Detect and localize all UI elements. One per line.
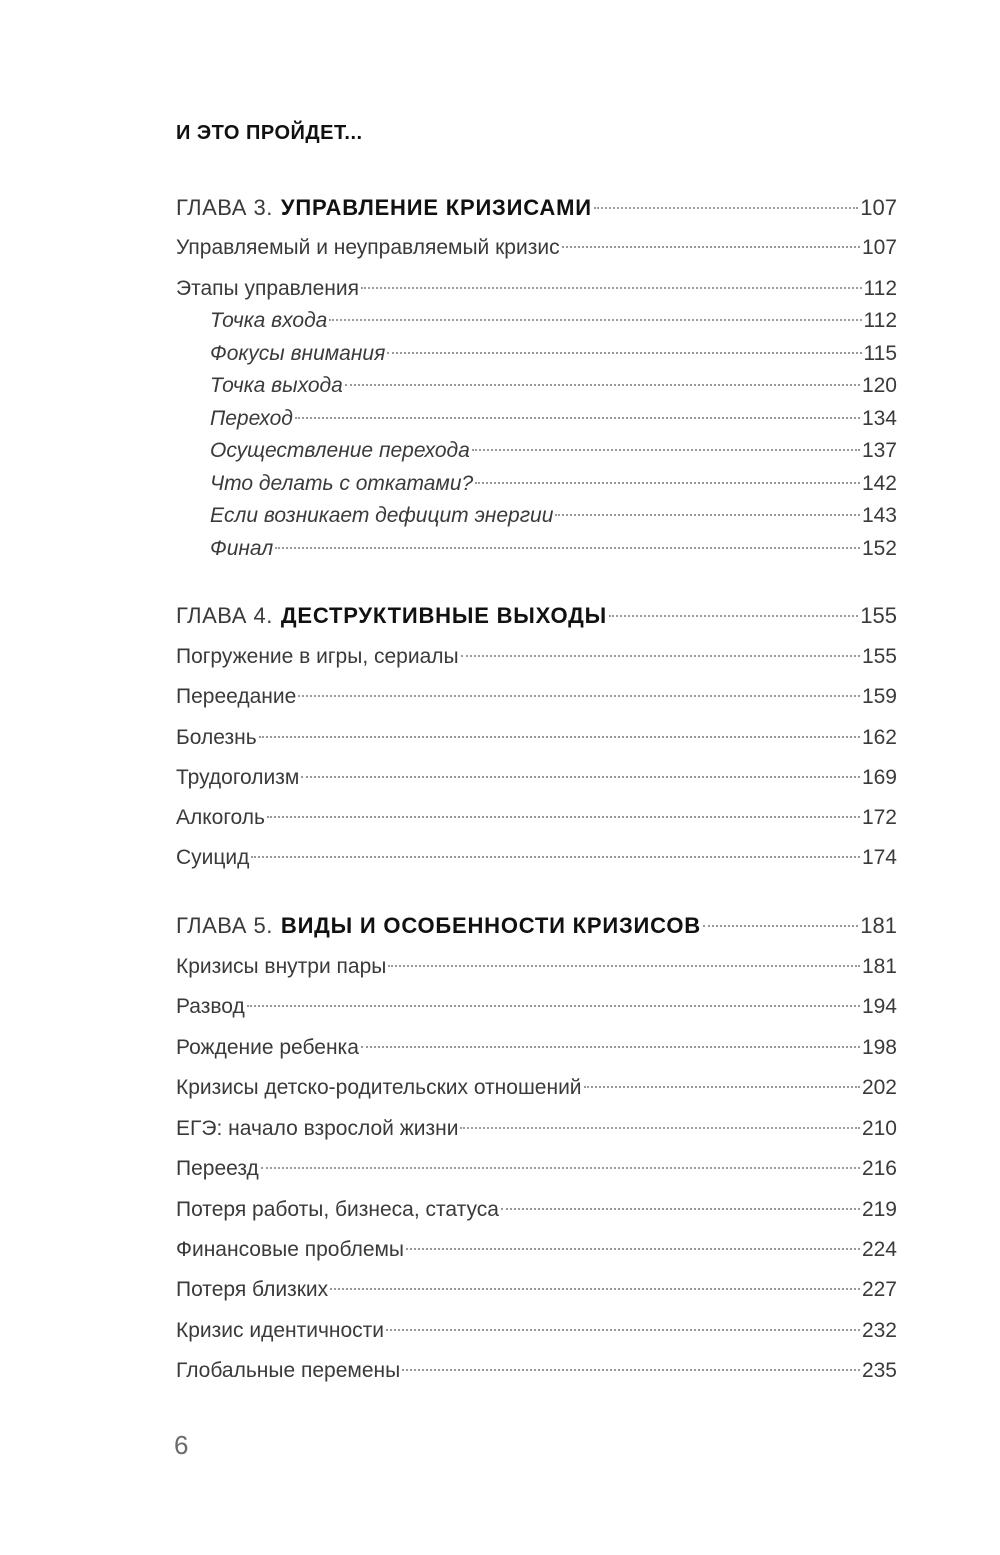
chapter-label: ГЛАВА 3. <box>176 195 273 220</box>
toc-entry[interactable] <box>176 640 897 674</box>
dot-leader <box>330 1288 860 1290</box>
toc-entry[interactable] <box>176 1112 897 1146</box>
page-number: 210 <box>861 1117 897 1140</box>
dot-leader <box>295 417 860 419</box>
page-folio: 6 <box>174 1430 189 1460</box>
dot-leader <box>584 1086 860 1088</box>
toc-subentry[interactable] <box>176 434 897 468</box>
toc-entry[interactable] <box>176 990 897 1024</box>
toc-subentry[interactable] <box>176 467 897 501</box>
toc-entry[interactable] <box>176 1233 897 1267</box>
dot-leader <box>361 1046 860 1048</box>
entry-title: Суицид <box>176 846 250 869</box>
page-number: 115 <box>863 342 897 365</box>
dot-leader <box>247 1005 860 1007</box>
page-number: 107 <box>860 195 897 220</box>
toc-entry[interactable] <box>176 1354 897 1388</box>
dot-leader <box>387 352 861 354</box>
page-number: 162 <box>861 726 897 749</box>
dot-leader <box>472 449 860 451</box>
dot-leader <box>301 776 860 778</box>
page-number: 174 <box>861 846 897 869</box>
page-number: 219 <box>861 1198 897 1221</box>
page-number: 169 <box>861 766 897 789</box>
toc-entry[interactable] <box>176 231 897 265</box>
entry-title: Если возникает дефицит энергии <box>210 504 554 527</box>
dot-leader <box>386 1329 860 1331</box>
toc-entry[interactable] <box>176 761 897 795</box>
entry-title: Финансовые проблемы <box>176 1238 405 1261</box>
toc-entry[interactable] <box>176 801 897 835</box>
page-number: 172 <box>861 806 897 829</box>
page-number: 232 <box>861 1319 897 1342</box>
chapter-heading[interactable] <box>176 191 897 225</box>
page-number: 152 <box>861 537 897 560</box>
toc-subentry[interactable] <box>176 304 897 338</box>
dot-leader <box>345 384 860 386</box>
dot-leader <box>594 207 858 209</box>
page-number: 155 <box>860 603 897 628</box>
toc-entry[interactable] <box>176 1273 897 1307</box>
entry-title: Фокусы внимания <box>210 342 386 365</box>
dot-leader <box>298 695 860 697</box>
entry-title: Переедание <box>176 685 297 708</box>
toc-entry[interactable] <box>176 1031 897 1065</box>
entry-title: Алкоголь <box>176 806 265 829</box>
entry-title: Что делать с откатами? <box>210 472 474 495</box>
entry-title: Глобальные перемены <box>176 1359 401 1382</box>
toc-entry[interactable] <box>176 721 897 755</box>
toc-entry[interactable] <box>176 1152 897 1186</box>
page-number: 181 <box>860 913 897 938</box>
entry-title: Погружение в игры, сериалы <box>176 645 459 668</box>
page-number: 112 <box>863 309 897 332</box>
entry-title: ЕГЭ: начало взрослой жизни <box>176 1117 459 1140</box>
entry-title: Развод <box>176 995 245 1018</box>
entry-title: Финал <box>210 537 274 560</box>
entry-title: Рождение ребенка <box>176 1036 359 1059</box>
dot-leader <box>275 547 860 549</box>
page-number: 194 <box>861 995 897 1018</box>
toc-entry[interactable] <box>176 1071 897 1105</box>
toc-subentry[interactable] <box>176 402 897 436</box>
toc-entry[interactable] <box>176 1314 897 1348</box>
entry-title: Переезд <box>176 1157 259 1180</box>
chapter-heading[interactable] <box>176 599 897 633</box>
toc-subentry[interactable] <box>176 532 897 566</box>
dot-leader <box>475 482 860 484</box>
chapter-title: ВИДЫ И ОСОБЕННОСТИ КРИЗИСОВ <box>280 913 701 938</box>
dot-leader <box>501 1208 860 1210</box>
entry-title: Управляемый и неуправляемый кризис <box>176 236 560 259</box>
page-number: 159 <box>861 685 897 708</box>
page-number: 107 <box>861 236 897 259</box>
chapter-label: ГЛАВА 4. <box>176 603 273 628</box>
page-number: 235 <box>861 1359 897 1382</box>
dot-leader <box>562 246 860 248</box>
dot-leader <box>406 1248 860 1250</box>
dot-leader <box>261 1167 860 1169</box>
dot-leader <box>461 655 860 657</box>
page-number: 120 <box>861 374 897 397</box>
dot-leader <box>267 816 860 818</box>
dot-leader <box>388 965 860 967</box>
toc-entry[interactable] <box>176 950 897 984</box>
toc-entry[interactable] <box>176 841 897 875</box>
dot-leader <box>251 856 860 858</box>
chapter-heading[interactable] <box>176 909 897 943</box>
dot-leader <box>402 1369 860 1371</box>
page-number: 181 <box>861 955 897 978</box>
dot-leader <box>361 287 862 289</box>
entry-title: Потеря работы, бизнеса, статуса <box>176 1198 499 1221</box>
page-number: 142 <box>861 472 897 495</box>
chapter-label: ГЛАВА 5. <box>176 913 273 938</box>
dot-leader <box>329 319 861 321</box>
entry-title: Этапы управления <box>176 277 359 300</box>
entry-title: Потеря близких <box>176 1278 329 1301</box>
page-number: 155 <box>861 645 897 668</box>
page-number: 134 <box>861 407 897 430</box>
entry-title: Кризис идентичности <box>176 1319 385 1342</box>
entry-title: Трудоголизм <box>176 766 300 789</box>
page-number: 143 <box>861 504 897 527</box>
toc-entry[interactable] <box>176 680 897 714</box>
toc-entry[interactable] <box>176 272 897 306</box>
running-head: И ЭТО ПРОЙДЕТ... <box>176 122 363 144</box>
page-number: 112 <box>863 277 897 300</box>
page-number: 137 <box>861 439 897 462</box>
page-number: 202 <box>861 1076 897 1099</box>
entry-title: Переход <box>210 407 293 430</box>
entry-title: Точка входа <box>210 309 328 332</box>
page-number: 198 <box>861 1036 897 1059</box>
toc-subentry[interactable] <box>176 337 897 371</box>
dot-leader <box>703 925 858 927</box>
dot-leader <box>609 615 858 617</box>
entry-title: Кризисы детско-родительских отношений <box>176 1076 582 1099</box>
toc-subentry[interactable] <box>176 369 897 403</box>
page-number: 224 <box>861 1238 897 1261</box>
chapter-title: УПРАВЛЕНИЕ КРИЗИСАМИ <box>280 195 592 220</box>
toc-subentry[interactable] <box>176 499 897 533</box>
chapter-title: ДЕСТРУКТИВНЫЕ ВЫХОДЫ <box>280 603 607 628</box>
page-number: 216 <box>861 1157 897 1180</box>
entry-title: Точка выхода <box>210 374 343 397</box>
toc-entry[interactable] <box>176 1193 897 1227</box>
entry-title: Болезнь <box>176 726 257 749</box>
dot-leader <box>259 736 860 738</box>
entry-title: Кризисы внутри пары <box>176 955 387 978</box>
dot-leader <box>555 514 860 516</box>
page-number: 227 <box>861 1278 897 1301</box>
entry-title: Осуществление перехода <box>210 439 470 462</box>
dot-leader <box>460 1127 859 1129</box>
